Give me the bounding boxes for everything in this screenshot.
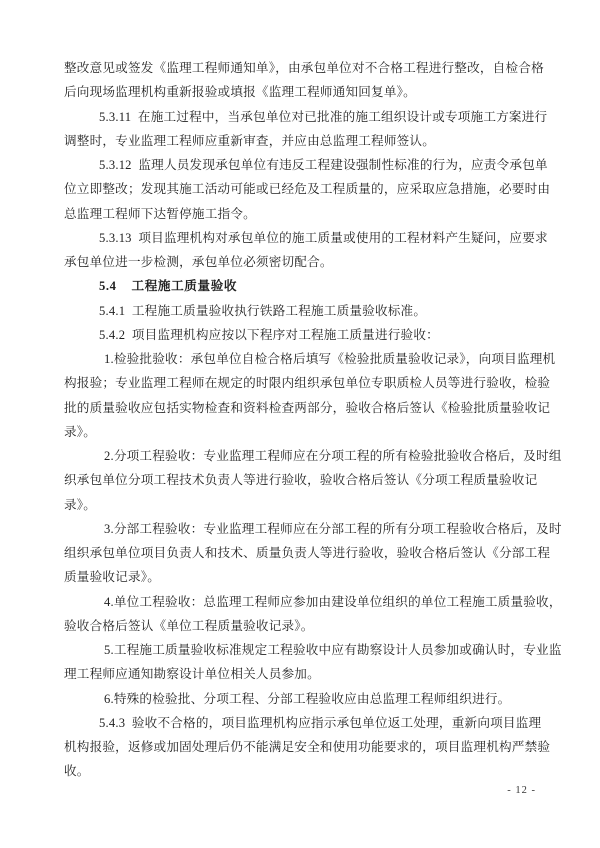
- list-item-6-line: 6.特殊的检验批、分项工程、分部工程验收应由总监理工程师组织进行。: [104, 691, 511, 706]
- paragraph-line: 承包单位进一步检测，承包单位必须密切配合。: [64, 255, 333, 269]
- paragraph-line: 质量验收记录》。: [64, 570, 161, 585]
- section-5-4-1-line: 5.4.1 工程施工质量验收执行铁路工程施工质量验收标准。: [99, 303, 427, 318]
- section-5-4-3-line: 5.4.3 验收不合格的，项目监理机构应指示承包单位返工处理，重新向项目监理: [99, 715, 542, 730]
- paragraph-line: 验收合格后签认《单位工程质量验收记录》。: [64, 618, 314, 633]
- list-item-3-line: 3.分部工程验收：专业监理工程师应在分部工程的所有分项工程验收合格后，及时: [104, 521, 562, 536]
- page-number: - 12 -: [507, 785, 536, 796]
- paragraph-line: 后向现场监理机构重新报验或填报《监理工程师通知回复单》。: [64, 85, 416, 100]
- section-5-3-12-line: 5.3.12 监理人员发现承包单位有违反工程建设强制性标准的行为，应责令承包单: [99, 158, 548, 172]
- list-item-5-line: 5.工程施工质量验收标准规定工程验收中应有勘察设计人员参加或确认时，专业监: [104, 643, 562, 657]
- paragraph-line: 收。: [64, 764, 90, 779]
- paragraph-line: 组织承包单位项目负责人和技术、质量负责人等进行验收，验收合格后签认《分部工程: [64, 546, 551, 560]
- paragraph-line: 调整时，专业监理工程师应重新审查，并应由总监理工程师签认。: [64, 133, 436, 148]
- paragraph-line: 整改意见或签发《监理工程师通知单》，由承包单位对不合格工程进行整改，自检合格: [64, 61, 544, 75]
- paragraph-line: 录》。: [64, 497, 97, 512]
- paragraph-line: 录》。: [64, 424, 97, 439]
- section-5-3-13-line: 5.3.13 项目监理机构对承包单位的施工质量或使用的工程材料产生疑问，应要求: [99, 230, 548, 245]
- document-body: [64, 56, 562, 784]
- paragraph-line: 织承包单位分项工程技术负责人等进行验收，验收合格后签认《分项工程质量验收记: [64, 473, 538, 488]
- paragraph-line: 机构报验，返修或加固处理后仍不能满足安全和使用功能要求的，项目监理机构严禁验: [64, 740, 551, 754]
- paragraph-line: 构报验；专业监理工程师在规定的时限内组织承包单位专职质检人员等进行验收，检验: [64, 376, 551, 391]
- list-item-4-line: 4.单位工程验收：总监理工程师应参加由建设单位组织的单位工程施工质量验收，: [104, 594, 562, 609]
- paragraph-line: 位立即整改；发现其施工活动可能或已经危及工程质量的，应采取应急措施，必要时由: [64, 182, 551, 197]
- list-item-2-line: 2.分项工程验收：专业监理工程师应在分项工程的所有检验批验收合格后，及时组: [104, 449, 562, 463]
- paragraph-line: 理工程师应通知勘察设计单位相关人员参加。: [64, 667, 320, 682]
- section-5-3-11-line: 5.3.11 在施工过程中，当承包单位对已批准的施工组织设计或专项施工方案进行: [99, 109, 548, 124]
- section-5-4-2-line: 5.4.2 项目监理机构应按以下程序对工程施工质量进行验收：: [99, 327, 439, 342]
- paragraph-line: 批的质量验收应包括实物检查和资料检查两部分，验收合格后签认《检验批质量验收记: [64, 400, 551, 415]
- section-5-4-heading: 5.4 工程施工质量验收: [99, 279, 238, 294]
- list-item-1-line: 1.检验批验收：承包单位自检合格后填写《检验批质量验收记录》，向项目监理机: [104, 352, 556, 366]
- paragraph-line: 总监理工程师下达暂停施工指令。: [64, 206, 256, 221]
